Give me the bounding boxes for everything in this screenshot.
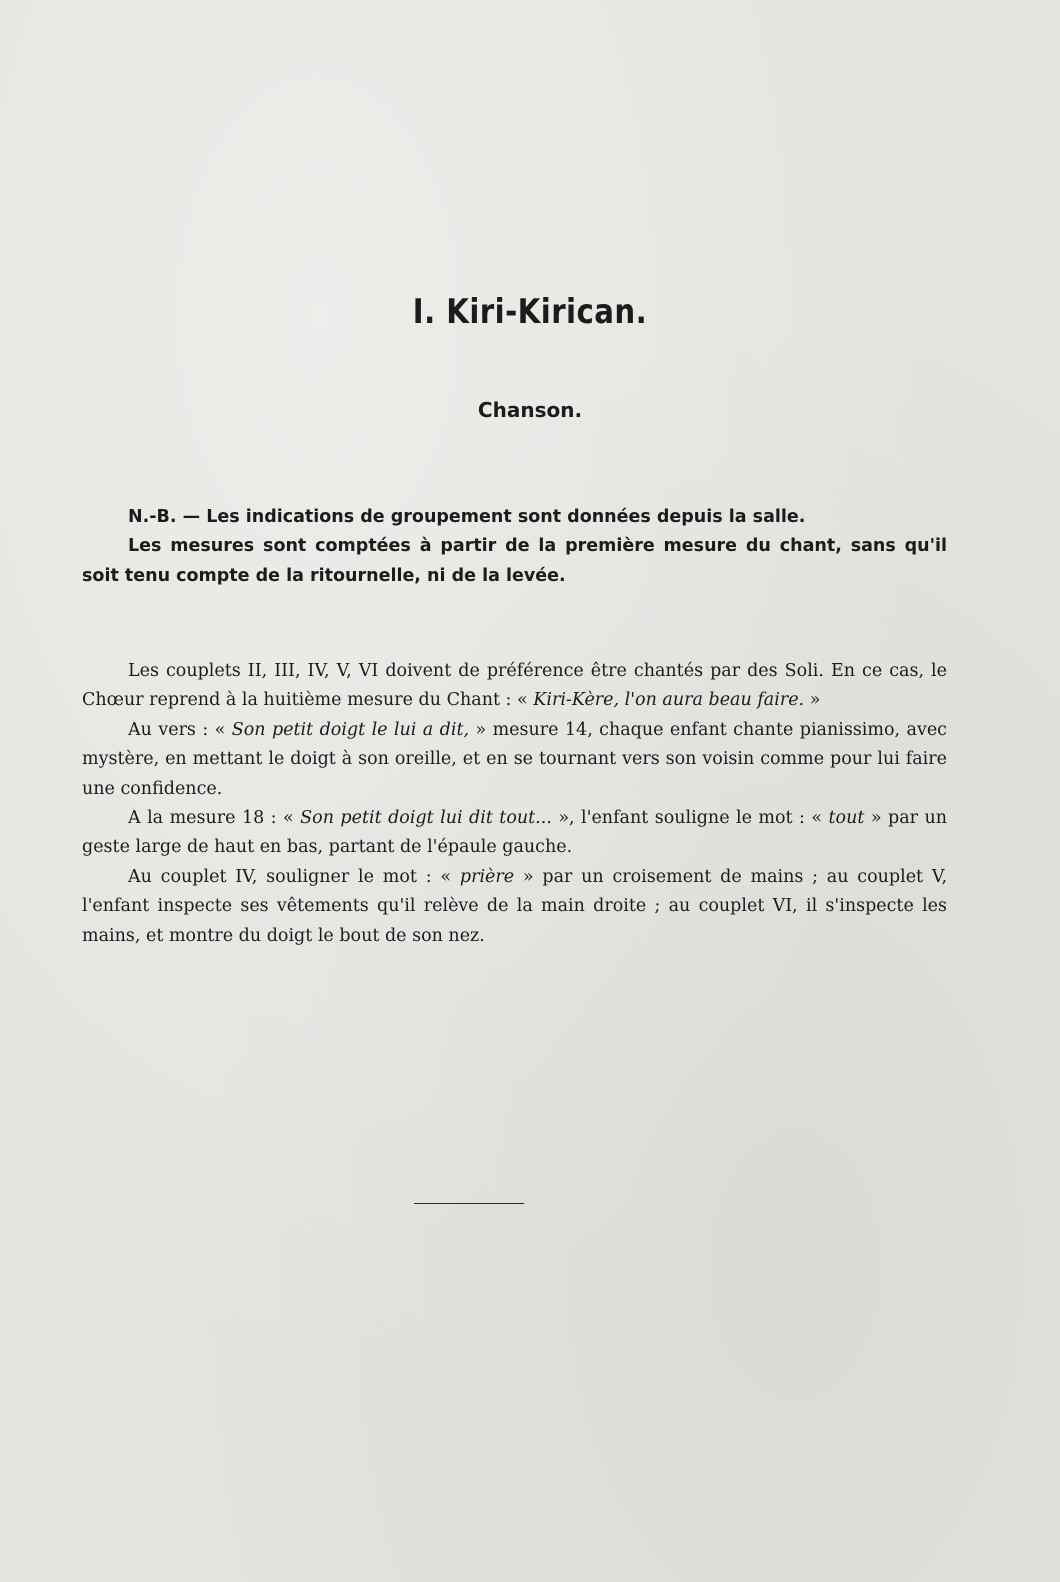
closing-rule-divider: [414, 1203, 524, 1204]
note-1-text-a: Les couplets II, III, IV, V, VI doivent de préférence être chantés par des Soli. En ce cas, le Chœur reprend à la huitième mesure du Chant : «: [82, 661, 947, 711]
note-4-quote: prière: [459, 866, 515, 887]
nota-bene-line-2: Les mesures sont comptées à partir de la première mesure du chant, sans qu'il soit tenu compte de la ritournelle, ni de la levée.: [82, 536, 947, 586]
page-subtitle: Chanson.: [477, 398, 583, 422]
note-3-text-b: », l'enfant souligne le mot : «: [551, 808, 829, 829]
note-4-text-a: Au couplet IV, souligner le mot : «: [128, 866, 460, 887]
note-1-text-b: »: [804, 690, 821, 711]
note-paragraph-3: [82, 804, 947, 863]
note-paragraph-4: [82, 863, 947, 951]
note-1-quote: Kiri-Kère, l'on aura beau faire.: [533, 690, 805, 711]
note-2-text-b: » mesure 14, chaque enfant chante pianissimo, avec mystère, en mettant le doigt à son oreille, et en se tournant vers son voisin comme pour lui faire une confidence.: [82, 719, 947, 799]
note-paragraph-1: [82, 657, 947, 716]
note-3-quote-2: tout: [828, 808, 865, 829]
note-3-text-a: A la mesure 18 : «: [128, 808, 301, 829]
note-2-text-a: Au vers : «: [128, 719, 232, 740]
nota-bene-block: [82, 503, 947, 591]
note-paragraph-2: [82, 716, 947, 804]
note-3-text-c: » par un geste large de haut en bas, partant de l'épaule gauche.: [82, 808, 947, 858]
note-3-quote: Son petit doigt lui dit tout...: [300, 808, 552, 829]
nota-bene-line-1: N.-B. — Les indications de groupement sont données depuis la salle.: [128, 507, 806, 527]
note-2-quote: Son petit doigt le lui a dit,: [231, 719, 470, 740]
page-title: I. Kiri-Kirican.: [412, 292, 648, 332]
notes-block: [82, 657, 947, 951]
note-4-text-b: » par un croisement de mains ; au couplet V, l'enfant inspecte ses vêtements qu'il relève de la main droite ; au couplet VI, il s'inspecte les mains, et montre du doigt le bout de son nez.: [82, 866, 948, 946]
